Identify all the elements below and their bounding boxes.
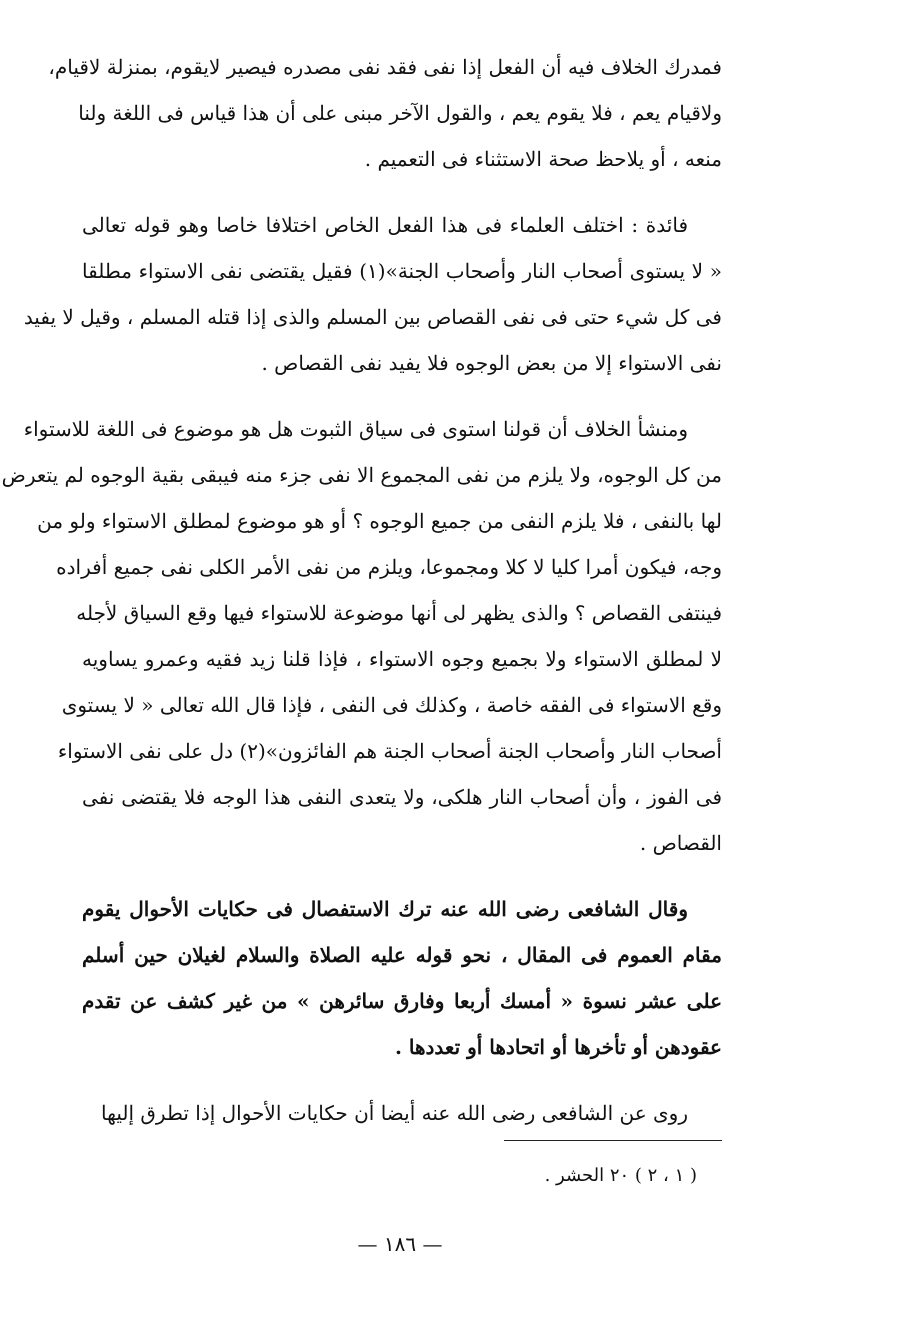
text-line: القصاص . [639, 831, 722, 855]
footnote-divider [504, 1140, 722, 1141]
page-body [1, 44, 722, 1156]
page-number: — ١٨٦ — [357, 1232, 443, 1256]
paragraph-1 [48, 44, 722, 182]
text-line: فينتفى القصاص ؟ والذى يظهر لى أنها موضوعة للاستواء فيها وقع السياق لأجله [76, 601, 722, 625]
paragraph-5 [82, 1090, 722, 1136]
paragraph-2 [23, 202, 722, 386]
text-line: من كل الوجوه، ولا يلزم من نفى المجموع الا نفى جزء منه فيبقى بقية الوجوه لم يتعرض [1, 463, 722, 487]
paragraph-4 [82, 886, 722, 1070]
paragraph-3 [1, 406, 722, 866]
text-line: وقال الشافعى رضى الله عنه ترك الاستفصال فى حكايات الأحوال يقوم [82, 897, 688, 921]
text-line: على عشر نسوة « أمسك أربعا وفارق سائرهن » من غير كشف عن تقدم [82, 989, 722, 1013]
text-line: وقع الاستواء فى الفقه خاصة ، وكذلك فى النفى ، فإذا قال الله تعالى « لا يستوى [61, 693, 722, 717]
text-line: ومنشأ الخلاف أن قولنا استوى فى سياق الثبوت هل هو موضوع فى اللغة للاستواء [23, 417, 688, 441]
text-line: فى كل شيء حتى فى نفى القصاص بين المسلم والذى إذا قتله المسلم ، وقيل لا يفيد [23, 305, 722, 329]
text-line: لها بالنفى ، فلا يلزم النفى من جميع الوجوه ؟ أو هو موضوع لمطلق الاستواء ولو من [37, 509, 722, 533]
text-line: نفى الاستواء إلا من بعض الوجوه فلا يفيد نفى القصاص . [261, 351, 722, 375]
text-line: منعه ، أو يلاحظ صحة الاستثناء فى التعميم . [364, 147, 722, 171]
text-line: روى عن الشافعى رضى الله عنه أيضا أن حكايات الأحوال إذا تطرق إليها [101, 1101, 688, 1125]
text-line: « لا يستوى أصحاب النار وأصحاب الجنة»(١) فقيل يقتضى نفى الاستواء مطلقا [82, 259, 722, 283]
text-line: فائدة : اختلف العلماء فى هذا الفعل الخاص اختلافا خاصا وهو قوله تعالى [82, 213, 688, 237]
footnote: ( ١ ، ٢ ) ٢٠ الحشر . [544, 1165, 697, 1186]
text-line: وجه، فيكون أمرا كليا لا كلا ومجموعا، ويلزم من نفى الأمر الكلى نفى جميع أفراده [56, 555, 722, 579]
text-line: أصحاب النار وأصحاب الجنة أصحاب الجنة هم الفائزون»(٢) دل على نفى الاستواء [57, 739, 722, 763]
text-line: لا لمطلق الاستواء ولا بجميع وجوه الاستواء ، فإذا قلنا زيد فقيه وعمرو يساويه [82, 647, 722, 671]
text-line: فمدرك الخلاف فيه أن الفعل إذا نفى فقد نفى مصدره فيصير لايقوم، بمنزلة لاقيام، [48, 55, 722, 79]
text-line: مقام العموم فى المقال ، نحو قوله عليه الصلاة والسلام لغيلان حين أسلم [82, 943, 722, 967]
text-line: عقودهن أو تأخرها أو اتحادها أو تعددها . [394, 1035, 722, 1059]
text-line: فى الفوز ، وأن أصحاب النار هلكى، ولا يتعدى النفى هذا الوجه فلا يقتضى نفى [82, 785, 722, 809]
text-line: ولاقيام يعم ، فلا يقوم يعم ، والقول الآخر مبنى على أن هذا قياس فى اللغة ولنا [78, 101, 722, 125]
